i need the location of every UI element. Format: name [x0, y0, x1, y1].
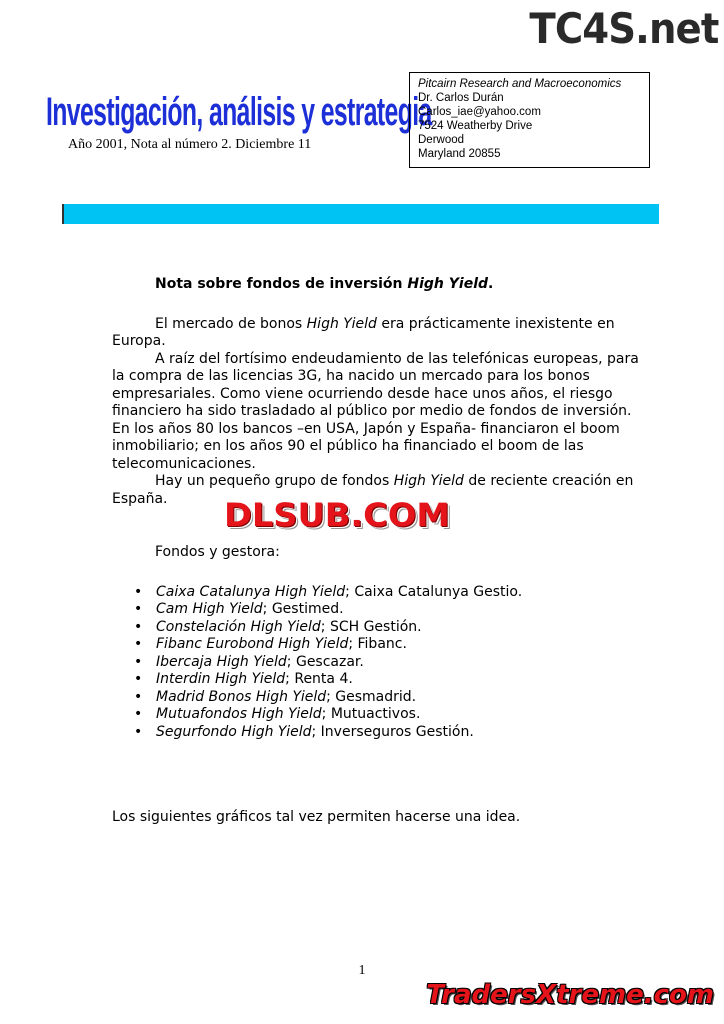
contact-email[interactable]: Carlos_iae@yahoo.com [418, 106, 541, 118]
fund-name: Mutuafondos High Yield [156, 706, 322, 722]
contact-street: 7524 Weatherby Drive [418, 120, 533, 132]
paragraph-2: A raíz del fortísimo endeudamiento de las telefónicas europeas, para la compra de las licencias 3G, ha nacido un mercado para los bonos empresariales. Como viene ocurriendo desde hace unos años, el riesgo financiero ha sido trasladado al público por medio de fondos de inversión. En los años 80 los bancos –en USA, Japón y España- financiaron el boom inmobiliario; en los años 90 el público ha financiado el boom de las telecomunicaciones. [112, 350, 639, 472]
funds-list [112, 584, 642, 742]
fund-name: Cam High Yield [156, 601, 263, 617]
heading-text: Nota sobre fondos de inversión [155, 276, 408, 292]
fund-name: Ibercaja High Yield [156, 653, 287, 670]
fund-name: Constelación High Yield [156, 618, 321, 635]
fund-name: Segurfondo High Yield [156, 723, 312, 740]
fund-manager: ; Inverseguros Gestión. [311, 723, 474, 740]
paragraph-1 [112, 316, 642, 351]
list-item [155, 654, 642, 672]
fund-manager: ; SCH Gestión. [320, 618, 422, 635]
paragraph-1-text-b: era prácticamente inexistente en Europa. [112, 315, 615, 349]
contact-city: Derwood [418, 134, 465, 146]
contact-state: Maryland 20855 [418, 148, 501, 160]
contact-box [409, 72, 650, 168]
paragraph-1-italic: High Yield [306, 315, 377, 332]
paragraph-3-text-b: de reciente creación en España. [112, 473, 634, 507]
funds-list-title: Fondos y gestora: [155, 544, 280, 560]
list-item [155, 724, 642, 742]
section-heading [155, 276, 642, 294]
list-item [155, 671, 642, 689]
fund-manager: ; Renta 4. [285, 671, 353, 687]
fund-name: Madrid Bonos High Yield [156, 688, 327, 705]
heading-italic: High Yield [407, 276, 489, 292]
report-title: Investigación, análisis y estrategia [46, 90, 432, 134]
list-item [155, 601, 642, 619]
paragraph-1-text-a: El mercado de bonos [155, 315, 307, 332]
fund-manager: ; Gescazar. [286, 653, 364, 670]
fund-name: Caixa Catalunya High Yield [156, 583, 346, 600]
fund-manager: ; Fibanc. [348, 636, 407, 652]
list-item [155, 636, 642, 654]
fund-name: Fibanc Eurobond High Yield [156, 636, 349, 652]
fund-manager: ; Caixa Catalunya Gestio. [345, 583, 523, 600]
fund-manager: ; Gesmadrid. [326, 688, 417, 705]
contact-name: Dr. Carlos Durán [418, 92, 504, 104]
watermark-middle-logo: DLSUB.COM [224, 496, 450, 534]
fund-manager: ; Mutuactivos. [321, 706, 421, 722]
fund-manager: ; Gestimed. [262, 601, 344, 617]
heading-suffix: . [488, 276, 494, 292]
header-divider-bar [62, 204, 659, 224]
page-number: 1 [358, 963, 366, 978]
watermark-top-logo: TC4S.net [529, 4, 718, 53]
closing-sentence: Los siguientes gráficos tal vez permiten hacerse una idea. [112, 809, 521, 825]
paragraph-3-text-a: Hay un pequeño grupo de fondos [155, 473, 394, 489]
paragraph-3-italic: High Yield [393, 473, 464, 489]
list-item [155, 619, 642, 637]
fund-name: Interdin High Yield [156, 671, 286, 687]
list-item [155, 706, 642, 724]
list-item [155, 689, 642, 707]
report-subtitle: Año 2001, Nota al número 2. Diciembre 11 [68, 137, 312, 152]
watermark-bottom-logo: TradersXtreme.com [426, 980, 714, 1010]
contact-org: Pitcairn Research and Macroeconomics [418, 78, 622, 90]
list-item [155, 584, 642, 602]
